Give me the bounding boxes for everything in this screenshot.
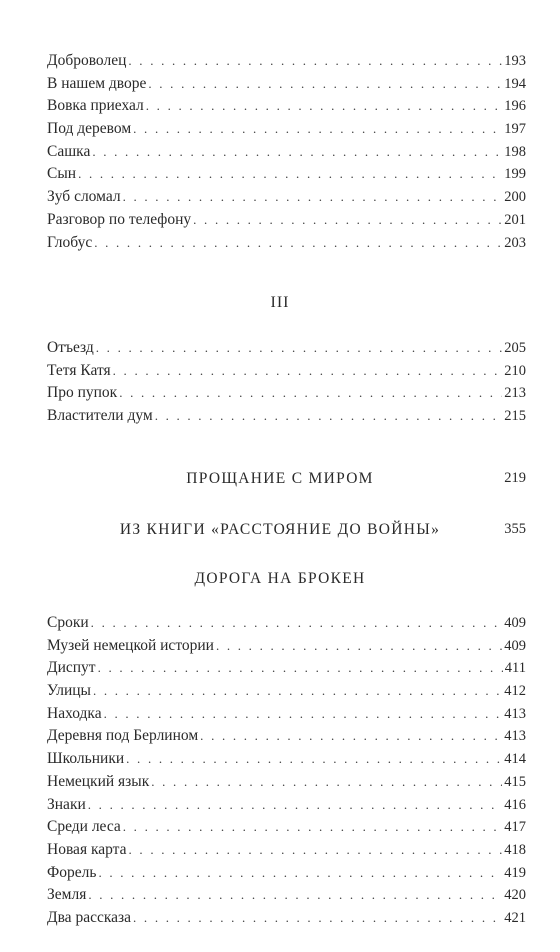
toc-entry-title: Глобус (47, 233, 93, 251)
dot-leader (123, 186, 503, 209)
section-numeral: III (270, 294, 290, 311)
toc-entry (47, 232, 526, 255)
part-heading (0, 521, 560, 547)
toc-entry-page: 417 (504, 819, 526, 836)
toc-entry-title: Зуб сломал (47, 188, 121, 206)
toc-list-brocken (47, 612, 526, 930)
toc-entry (47, 612, 526, 635)
toc-entry-page: 194 (504, 75, 526, 92)
toc-entry-title: В нашем дворе (47, 74, 147, 92)
toc-entry (47, 382, 526, 405)
dot-leader (98, 862, 502, 885)
toc-entry-title: Школьники (47, 750, 125, 768)
toc-entry-title: Доброволец (47, 52, 127, 69)
part-heading (0, 470, 560, 496)
toc-entry-page: 197 (504, 121, 526, 138)
dot-leader (104, 703, 503, 726)
toc-entry (47, 141, 526, 164)
toc-entry (47, 771, 526, 794)
toc-entry-title: Форель (47, 863, 97, 881)
dot-leader (151, 771, 502, 794)
toc-entry-page: 199 (504, 166, 526, 183)
toc-entry-title: Находка (47, 704, 102, 722)
dot-leader (146, 95, 502, 118)
toc-entry-title: Два рассказа (47, 908, 132, 926)
toc-entry-title: Отъезд (47, 339, 94, 356)
toc-entry-title: Вовка приехал (47, 97, 144, 115)
toc-entry (47, 907, 526, 930)
dot-leader (78, 163, 502, 186)
dot-leader (91, 612, 503, 635)
toc-entry (47, 337, 526, 360)
toc-entry-page: 203 (504, 234, 526, 251)
toc-entry-title: Диспут (47, 659, 96, 677)
toc-entry-page: 409 (504, 637, 526, 654)
dot-leader (200, 725, 502, 748)
toc-entry-page: 213 (504, 385, 526, 402)
dot-leader (119, 382, 502, 405)
dot-leader (133, 118, 502, 141)
toc-entry-page: 420 (504, 887, 526, 904)
part-heading-title: ДОРОГА НА БРОКЕН (194, 570, 366, 587)
toc-entry-title: Деревня под Берлином (47, 727, 199, 745)
toc-entry (47, 703, 526, 726)
toc-entry-page: 201 (504, 211, 526, 228)
toc-entry (47, 73, 526, 96)
toc-entry (47, 862, 526, 885)
toc-entry (47, 794, 526, 817)
toc-entry-title: Сашка (47, 142, 91, 160)
toc-entry (47, 95, 526, 118)
part-heading-page: 355 (504, 521, 526, 537)
dot-leader (94, 232, 502, 255)
toc-entry-page: 196 (504, 98, 526, 115)
toc-entry-page: 418 (504, 841, 526, 858)
dot-leader (113, 360, 503, 383)
toc-entry-page: 414 (504, 751, 526, 768)
toc-entry-page: 415 (504, 773, 526, 790)
dot-leader (88, 794, 502, 817)
toc-entry-title: Среди леса (47, 818, 121, 836)
dot-leader (216, 635, 502, 658)
dot-leader (155, 405, 503, 428)
toc-entry-page: 409 (504, 615, 526, 631)
toc-entry-title: Про пупок (47, 384, 118, 402)
part-heading-page: 219 (504, 470, 526, 486)
toc-entry (47, 50, 526, 73)
dot-leader (96, 337, 502, 360)
toc-entry-title: Властители дум (47, 407, 153, 425)
toc-entry-page: 193 (504, 53, 526, 69)
toc-entry-page: 413 (504, 728, 526, 745)
toc-entry (47, 405, 526, 428)
toc-entry (47, 118, 526, 141)
dot-leader (129, 839, 503, 862)
toc-entry-title: Сроки (47, 614, 89, 631)
toc-entry (47, 884, 526, 907)
part-heading-title: ИЗ КНИГИ «РАССТОЯНИЕ ДО ВОЙНЫ» (119, 521, 441, 538)
toc-list-section-three (47, 337, 526, 428)
toc-entry-page: 200 (504, 189, 526, 206)
toc-list-section-one (47, 50, 526, 254)
toc-entry-page: 198 (504, 143, 526, 160)
toc-entry-page: 411 (504, 660, 526, 677)
toc-entry-title: Новая карта (47, 840, 127, 858)
toc-entry (47, 163, 526, 186)
dot-leader (93, 680, 502, 703)
toc-entry-page: 419 (504, 864, 526, 881)
toc-entry-title: Земля (47, 886, 87, 904)
toc-entry (47, 657, 526, 680)
toc-entry-page: 412 (504, 683, 526, 700)
toc-entry-title: Разговор по телефону (47, 210, 192, 228)
toc-entry-title: Под деревом (47, 120, 132, 138)
toc-entry-page: 416 (504, 796, 526, 813)
dot-leader (193, 209, 502, 232)
dot-leader (133, 907, 502, 930)
toc-entry-page: 421 (504, 909, 526, 926)
toc-entry-title: Музей немецкой истории (47, 636, 214, 654)
dot-leader (123, 816, 502, 839)
toc-entry-page: 215 (504, 408, 526, 425)
part-heading (0, 570, 560, 596)
toc-entry (47, 635, 526, 658)
dot-leader (98, 657, 503, 680)
toc-entry-page: 210 (504, 362, 526, 379)
toc-entry-title: Немецкий язык (47, 772, 150, 790)
toc-entry (47, 839, 526, 862)
part-heading-title: ПРОЩАНИЕ С МИРОМ (186, 470, 374, 487)
dot-leader (92, 141, 502, 164)
dot-leader (88, 884, 502, 907)
toc-entry-title: Улицы (47, 682, 91, 700)
toc-entry (47, 680, 526, 703)
toc-entry-title: Тетя Катя (47, 361, 111, 379)
toc-entry (47, 748, 526, 771)
toc-entry-title: Знаки (47, 795, 86, 813)
toc-entry (47, 209, 526, 232)
toc-entry-title: Сын (47, 165, 77, 183)
toc-entry (47, 186, 526, 209)
toc-entry-page: 205 (504, 340, 526, 356)
dot-leader (128, 50, 502, 73)
toc-entry-page: 413 (504, 705, 526, 722)
dot-leader (126, 748, 502, 771)
toc-entry (47, 816, 526, 839)
toc-entry (47, 725, 526, 748)
toc-entry (47, 360, 526, 383)
dot-leader (148, 73, 502, 96)
